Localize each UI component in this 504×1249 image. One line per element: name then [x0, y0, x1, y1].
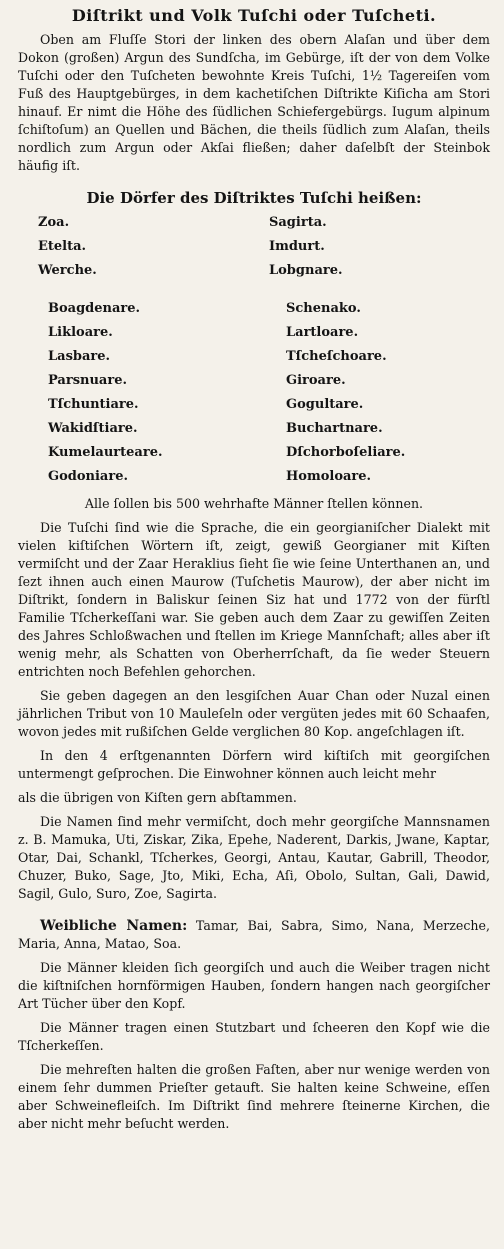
men-count-line: Alle ſollen bis 500 wehrhafte Männer ſtellen können.	[84, 496, 424, 511]
village-name: Tſchuntiare.	[48, 397, 139, 412]
village-name: Zoa.	[38, 215, 70, 230]
village-name: Parsnuare.	[48, 373, 127, 388]
female-names-label: Weibliche Namen:	[40, 918, 188, 934]
village-name: Tſcheſchoare.	[286, 349, 387, 364]
village-name: Werche.	[38, 263, 97, 278]
village-name: Sagirta.	[269, 215, 327, 230]
paragraph-tribute: Sie geben dagegen an den lesgiſchen Auar Chan oder Nuzal einen jährlichen Tribut von 10 Mauleſeln oder vergüten jedes mit 60 Schaafen, wovon jedes mit rußiſchen Gelde verglichen 80 Kop. angeſchlagen iſt.	[18, 688, 490, 739]
village-name: Giroare.	[286, 373, 346, 388]
village-list-top	[18, 211, 490, 283]
page-title: Diſtrikt und Volk Tuſchi oder Tuſcheti.	[71, 6, 437, 25]
village-name: Lasbare.	[48, 349, 111, 364]
paragraph-beard: Die Männer tragen einen Stutzbart und ſcheeren den Kopf wie die Tſcherkeſſen.	[18, 1020, 490, 1053]
paragraph-clothing: Die Männer kleiden ſich georgiſch und auch die Weiber tragen nicht die kiſtniſchen hornförmigen Hauben, ſondern hangen nach georgiſcher Art Tücher über den Kopf.	[18, 960, 490, 1011]
village-name: Homoloare.	[286, 469, 372, 484]
village-name: Kumelaurteare.	[48, 445, 163, 460]
paragraph-language: In den 4 erſtgenannten Dörfern wird kiſtiſch mit georgiſchen untermengt geſprochen. Die Einwohner können auch leicht mehr	[18, 748, 490, 781]
village-name: Buchartnare.	[286, 421, 383, 436]
village-name: Lobgnare.	[269, 263, 343, 278]
paragraph-male-names: Die Namen ſind mehr vermiſcht, doch mehr georgiſche Mannsnamen z. B. Mamuka, Uti, Ziskar, Zika, Epehe, Naderent, Darkis, Jwane, Kaptar, Otar, Dai, Schankl, Tſcherkes, Georgi, Antau, Kautar, Gabrill, Theodor, Chuzer, Buko, Sage, Jto, Miki, Echa, Aſi, Obolo, Sultan, Gali, Dawid, Sagil, Gulo, Suro, Zoe, Sagirta.	[18, 814, 490, 901]
village-name: Dſchorboſeliare.	[286, 445, 406, 460]
village-name: Etelta.	[38, 239, 87, 254]
paragraph-female-names	[18, 917, 490, 953]
village-name: Schenako.	[286, 301, 361, 316]
village-name: Godoniare.	[48, 469, 128, 484]
female-names-list: Tamar, Bai, Sabra, Simo, Nana, Merzeche, Maria, Anna, Matao, Soa.	[18, 918, 491, 951]
village-name: Wakidſtiare.	[48, 421, 138, 436]
village-name: Likloare.	[48, 325, 113, 340]
paragraph-tuschi-origin: Die Tuſchi ſind wie die Sprache, die ein georgianiſcher Dialekt mit vielen kiſtiſchen Wörtern iſt, zeigt, gewiß Georgianer mit Kiſten vermiſcht und der Zaar Heraklius ſieht ſie wie ſeine Unterthanen an, und ſezt ihnen auch einen Maurow (Tuſchetis Maurow), der aber nicht im Diſtrikt, ſondern in Baliskur ſeinen Siz hat und 1772 von der fürſtl Familie Tſcherkeſſani war. Sie geben auch dem Zaar zu gewiſſen Zeiten des Jahres Schloßwachen und ſtellen im Kriege Mannſchaft; alles aber iſt wenig mehr, als Schatten von Oberherrſchaft, da ſie weder Steuern entrichten noch Befehlen gehorchen.	[18, 520, 490, 679]
intro-paragraph: Oben am Fluſſe Stori der linken des obern Alaſan und über dem Dokon (großen) Argun des Sundſcha, im Gebürge, iſt der von dem Volke Tuſchi oder den Tuſcheten bewohnte Kreis Tuſchi, 1½ Tagereiſen vom Fuß des Hauptgebürges, in dem kachetiſchen Diſtrikte Kiſicha am Stori hinauf. Er nimt die Höhe des ſüdlichen Schiefergebürgs. Iugum alpinum ſchiſtoſum) an Quellen und Bächen, die theils ſüdlich zum Alaſan, theils nordlich zum Argun oder Akſai fließen; daher daſelbſt der Steinbok häufig iſt.	[18, 32, 490, 173]
village-name: Imdurt.	[269, 239, 325, 254]
villages-heading: Die Dörfer des Diſtriktes Tuſchi heißen:	[86, 189, 422, 207]
village-name: Gogultare.	[286, 397, 364, 412]
paragraph-language-continued: als die übrigen von Kiſten gern abſtammen.	[18, 790, 297, 805]
village-name: Lartloare.	[286, 325, 359, 340]
village-list-bottom	[18, 297, 490, 489]
paragraph-religion: Die mehreſten halten die großen Faſten, aber nur wenige werden von einem ſehr dummen Prieſter getauft. Sie halten keine Schweine, eſſen aber Schweinefleiſch. Im Diſtrikt ſind mehrere ſteinerne Kirchen, die aber nicht mehr beſucht werden.	[18, 1062, 490, 1131]
village-name: Boagdenare.	[48, 301, 141, 316]
